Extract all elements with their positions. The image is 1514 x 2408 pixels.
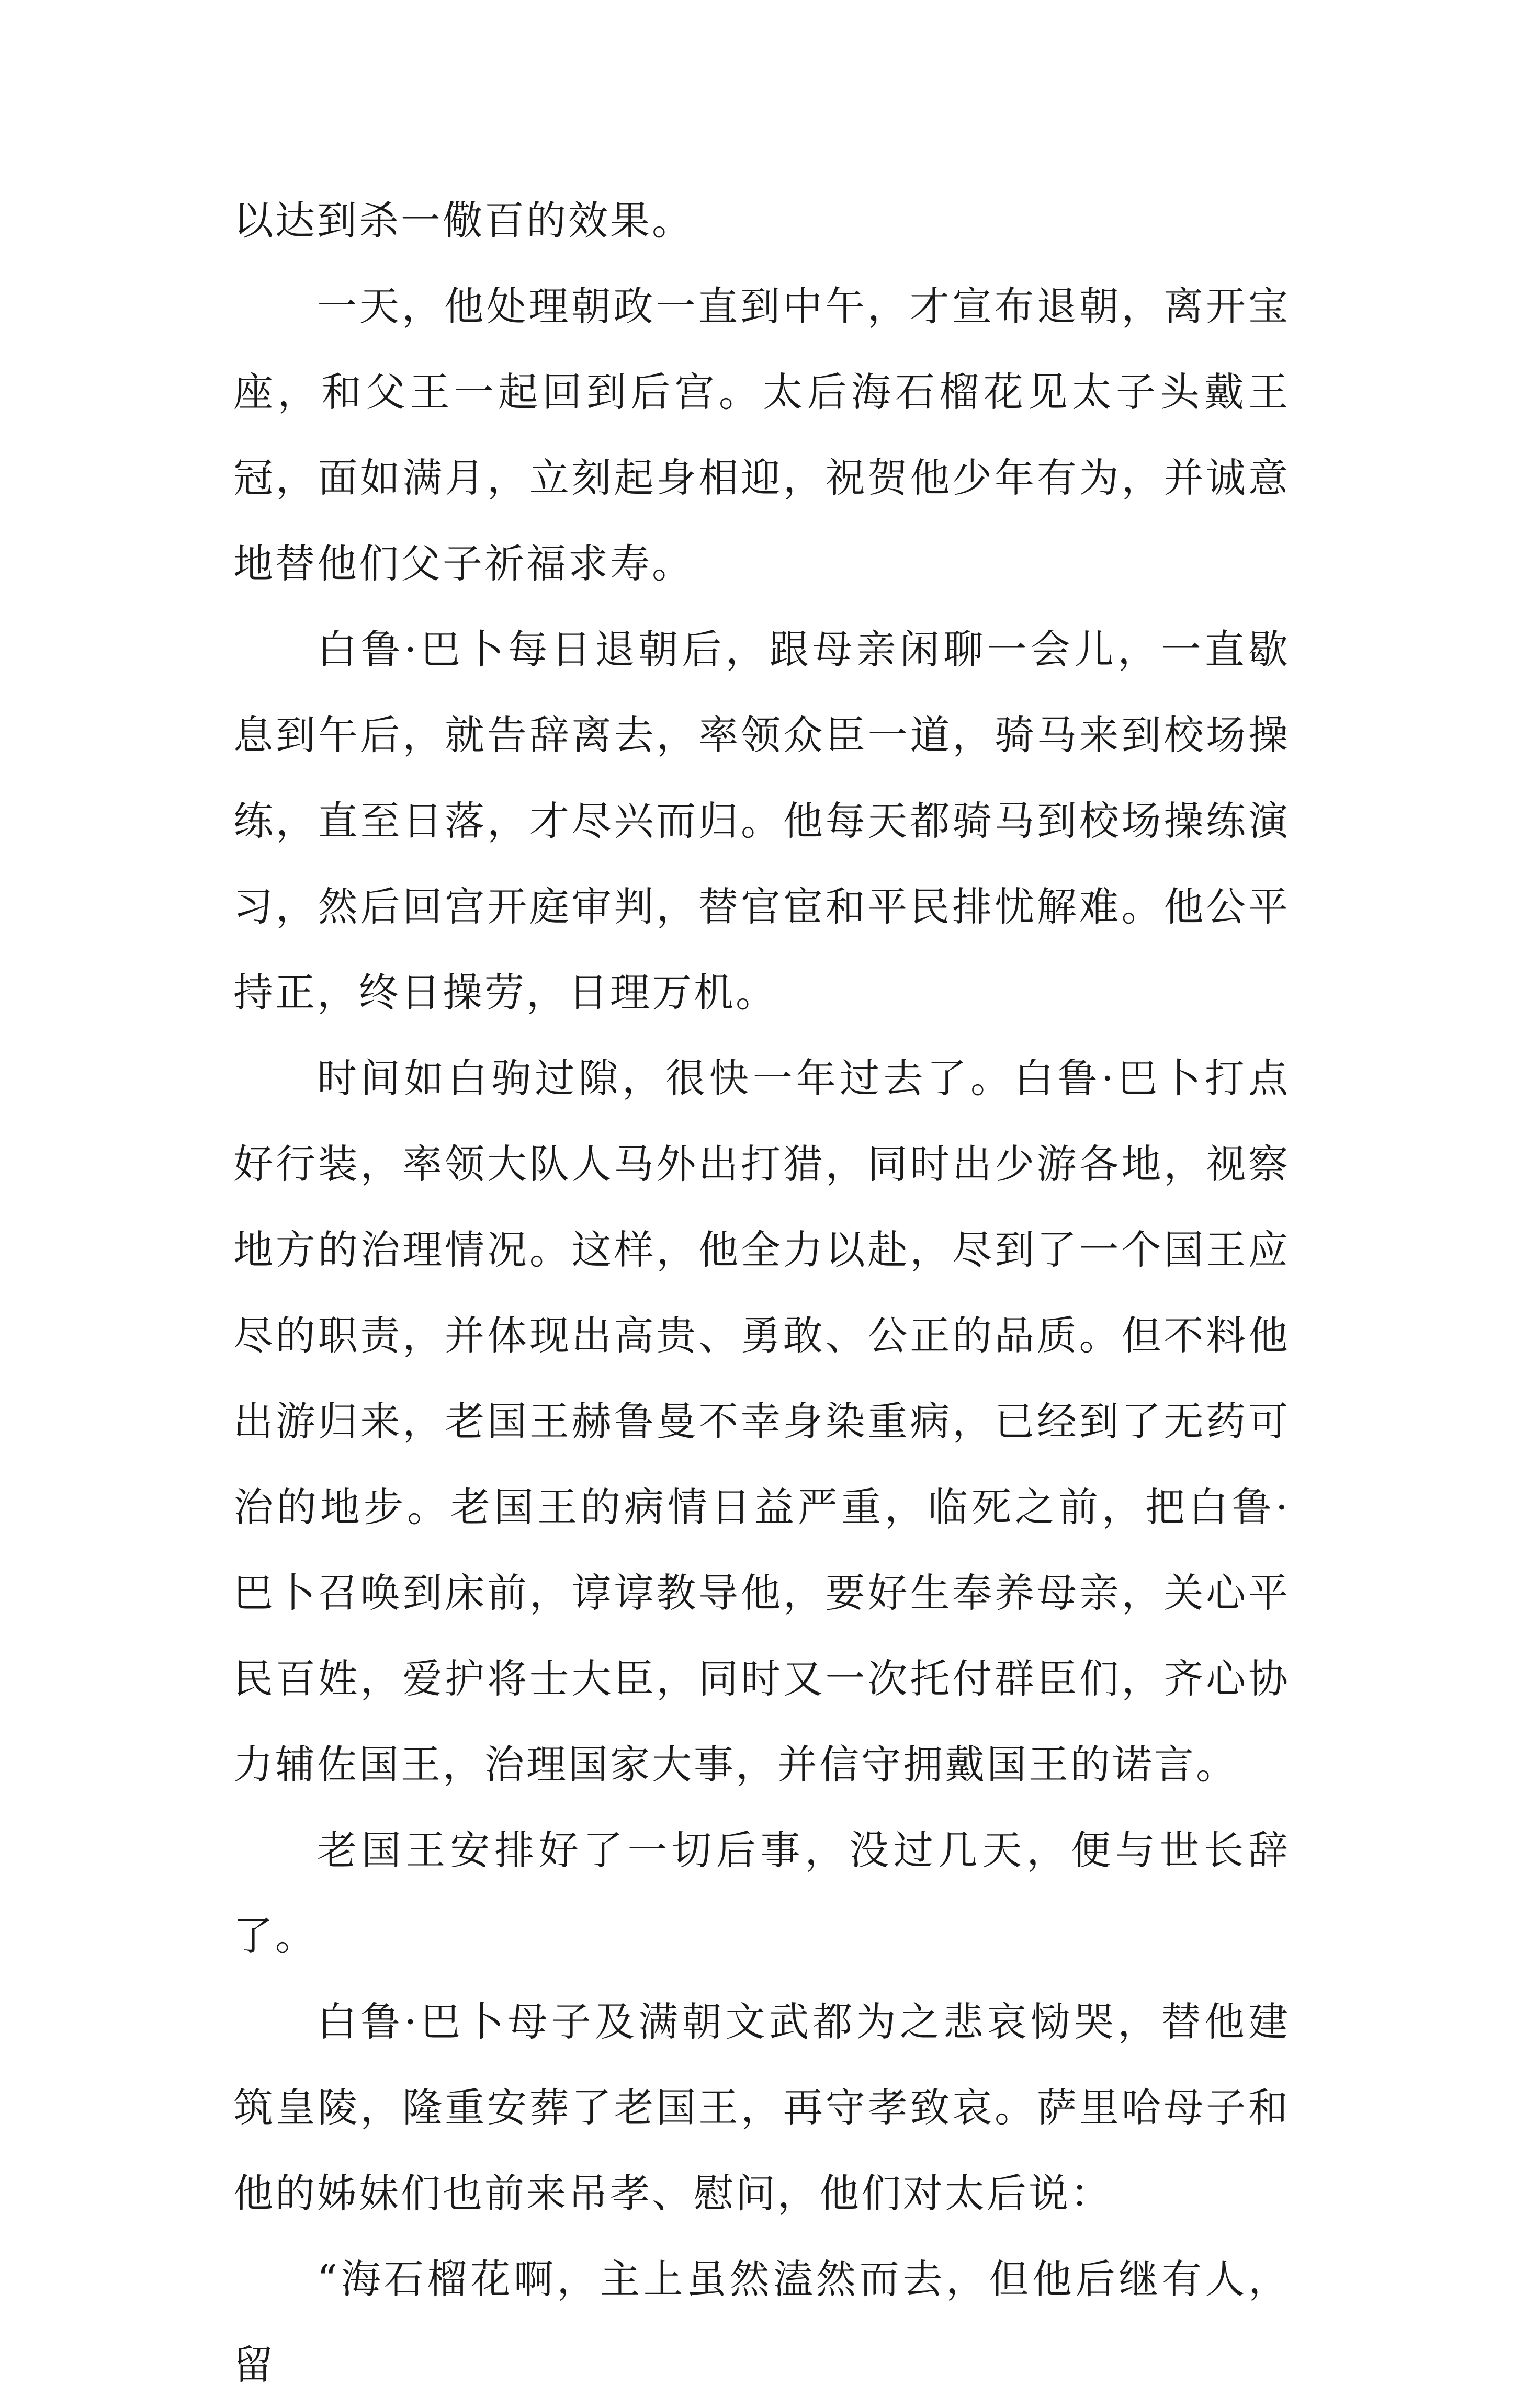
paragraph-5: 老国王安排好了一切后事，没过几天，便与世长辞了。 [233,1827,1290,1959]
paragraph-4: 时间如白驹过隙，很快一年过去了。白鲁·巴卜打点好行装，率领大队人马外出打猎，同时出少游各地，视察地方的治理情况。这样，他全力以赴，尽到了一个国王应尽的职责，并体现出高贵、勇敢、公正的品质。但不料他出游归来，老国王赫鲁曼不幸身染重病，已经到了无药可治的地步。老国王的病情日益严重，临死之前，把白鲁·巴卜召唤到床前，谆谆教导他，要好生奉养母亲，关心平民百姓，爱护将士大臣，同时又一次托付群臣们，齐心协力辅佐国王，治理国家大事，并信守拥戴国王的诺言。 [233,1055,1290,1788]
paragraph-6: 白鲁·巴卜母子及满朝文武都为之悲哀恸哭，替他建筑皇陵，隆重安葬了老国王，再守孝致哀。萨里哈母子和他的姊妹们也前来吊孝、慰问，他们对太后说： [233,1998,1290,2217]
paragraph-7: “海石榴花啊，主上虽然溘然而去，但他后继有人，留 [233,2256,1290,2388]
paragraph-2: 一天，他处理朝政一直到中午，才宣布退朝，离开宝座，和父王一起回到后宫。太后海石榴花见太子头戴王冠，面如满月，立刻起身相迎，祝贺他少年有为，并诚意地替他们父子祈福求寿。 [233,283,1290,587]
paragraph-3: 白鲁·巴卜每日退朝后，跟母亲闲聊一会儿，一直歇息到午后，就告辞离去，率领众臣一道，骑马来到校场操练，直至日落，才尽兴而归。他每天都骑马到校场操练演习，然后回宫开庭审判，替官宦和平民排忧解难。他公平持正，终日操劳，日理万机。 [233,626,1290,1016]
body-text [233,178,1290,2408]
paragraph-1: 以达到杀一儆百的效果。 [233,197,694,244]
